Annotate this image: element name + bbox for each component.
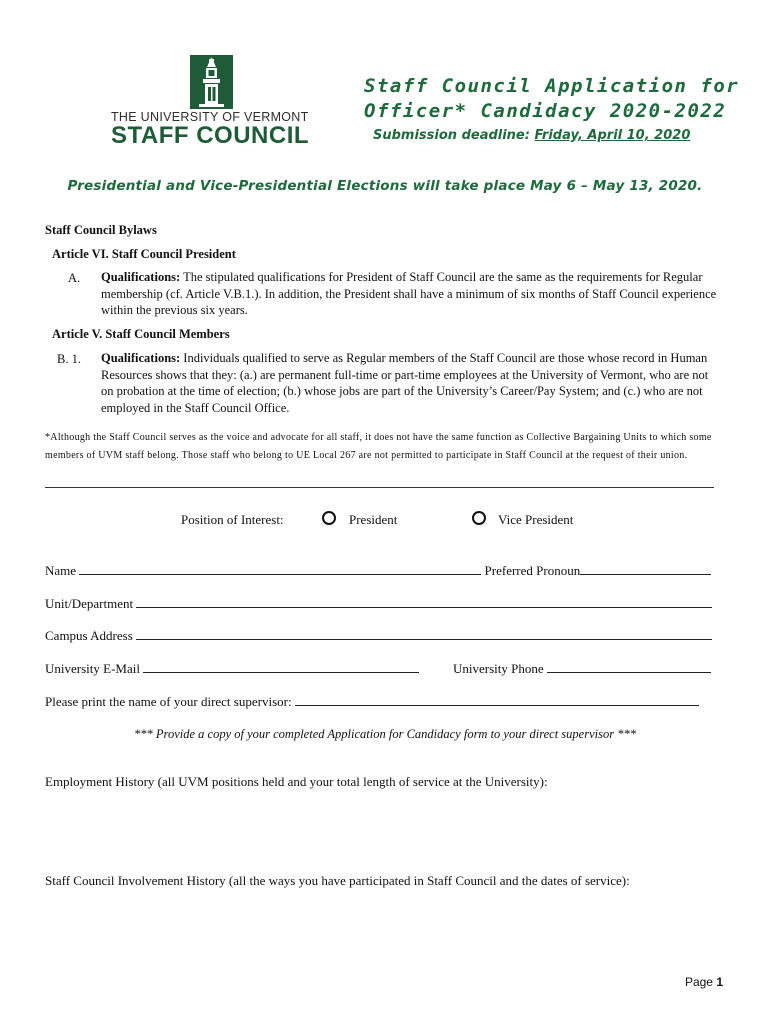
name-label: Name [45,563,77,578]
involvement-history-field[interactable] [45,894,725,964]
article5-heading: Article V. Staff Council Members [52,327,230,341]
position-label: Position of Interest: [181,512,284,527]
logo-university-text: THE UNIVERSITY OF VERMONT [111,110,309,124]
article6-body: The stipulated qualifications for President of Staff Council are the same as the requirements for Regular membership (cf. Article V.B.1.). In addition, the President shall have a minimum of six months of Staff Council experience within the previous six years. [101,270,717,317]
article6-text [101,269,728,319]
pronoun-field[interactable] [580,562,711,575]
name-row [45,562,711,579]
phone-field[interactable] [547,660,711,673]
involvement-history-label: Staff Council Involvement History (all the ways you have participated in Staff Council and the dates of service): [45,873,630,888]
president-radio[interactable] [322,511,336,530]
employment-history-label: Employment History (all UVM positions held and your total length of service at the University): [45,774,548,789]
campus-field[interactable] [136,627,712,640]
submission-deadline [373,128,690,143]
article5-marker: B. 1. [57,352,81,366]
supervisor-row [45,693,699,710]
vice-president-radio[interactable] [472,511,486,530]
pronoun-label: Preferred Pronoun [484,563,581,578]
name-field[interactable] [79,562,481,575]
page-number-value: 1 [716,975,723,989]
article6-marker: A. [68,271,81,285]
deadline-date: Friday, April 10, 2020 [534,128,691,143]
article5-body: Individuals qualified to serve as Regular members of the Staff Council are those whose record in Human Resources shows that they: (a.) are permanent full-time or part-time employees at the University of Vermont, who are not on probation at the time of election; (b.) whose jobs are part of the University’s Career/Pay System; and (c.) who are not employed in the Staff Council Office. [101,351,709,415]
page-label: Page [684,975,713,989]
deadline-label: Submission deadline: [373,128,530,143]
president-option-label: President [349,512,398,527]
article5-text [101,350,721,416]
title-line-1: Staff Council Application for [364,75,740,97]
unit-label: Unit/Department [45,596,134,611]
divider [45,487,714,488]
page-number [685,975,723,989]
article6-label: Qualifications: [101,270,181,284]
supervisor-label: Please print the name of your direct supervisor: [45,694,292,709]
campus-row [45,627,712,644]
vice-president-option-label: Vice President [498,512,574,527]
logo-staff-council-text: STAFF COUNCIL [111,122,310,149]
logo-tower-icon [190,55,233,109]
article5-label: Qualifications: [101,351,181,365]
email-field[interactable] [143,660,419,673]
footnote: *Although the Staff Council serves as the voice and advocate for all staff, it does not have the same function as Collective Bargaining Units to which some members of UVM staff belong. Those staff who belong to UE Local 267 are not permitted to participate in Staff Council at the request of their union. [45,432,712,461]
employment-history-field[interactable] [45,795,725,865]
email-label: University E-Mail [45,661,140,676]
elections-announcement: Presidential and Vice-Presidential Elections will take place May 6 – May 13, 2020. [67,178,703,194]
supervisor-field[interactable] [295,693,699,706]
phone-row [453,660,711,677]
title-line-2: Officer* Candidacy 2020-2022 [364,100,727,122]
supervisor-instruction: *** Provide a copy of your completed Application for Candidacy form to your direct supervisor *** [134,727,636,741]
phone-label: University Phone [453,661,544,676]
article6-heading: Article VI. Staff Council President [52,247,236,261]
unit-row [45,595,712,612]
bylaws-heading: Staff Council Bylaws [45,223,157,237]
unit-field[interactable] [136,595,712,608]
campus-label: Campus Address [45,628,133,643]
email-row [45,660,419,677]
